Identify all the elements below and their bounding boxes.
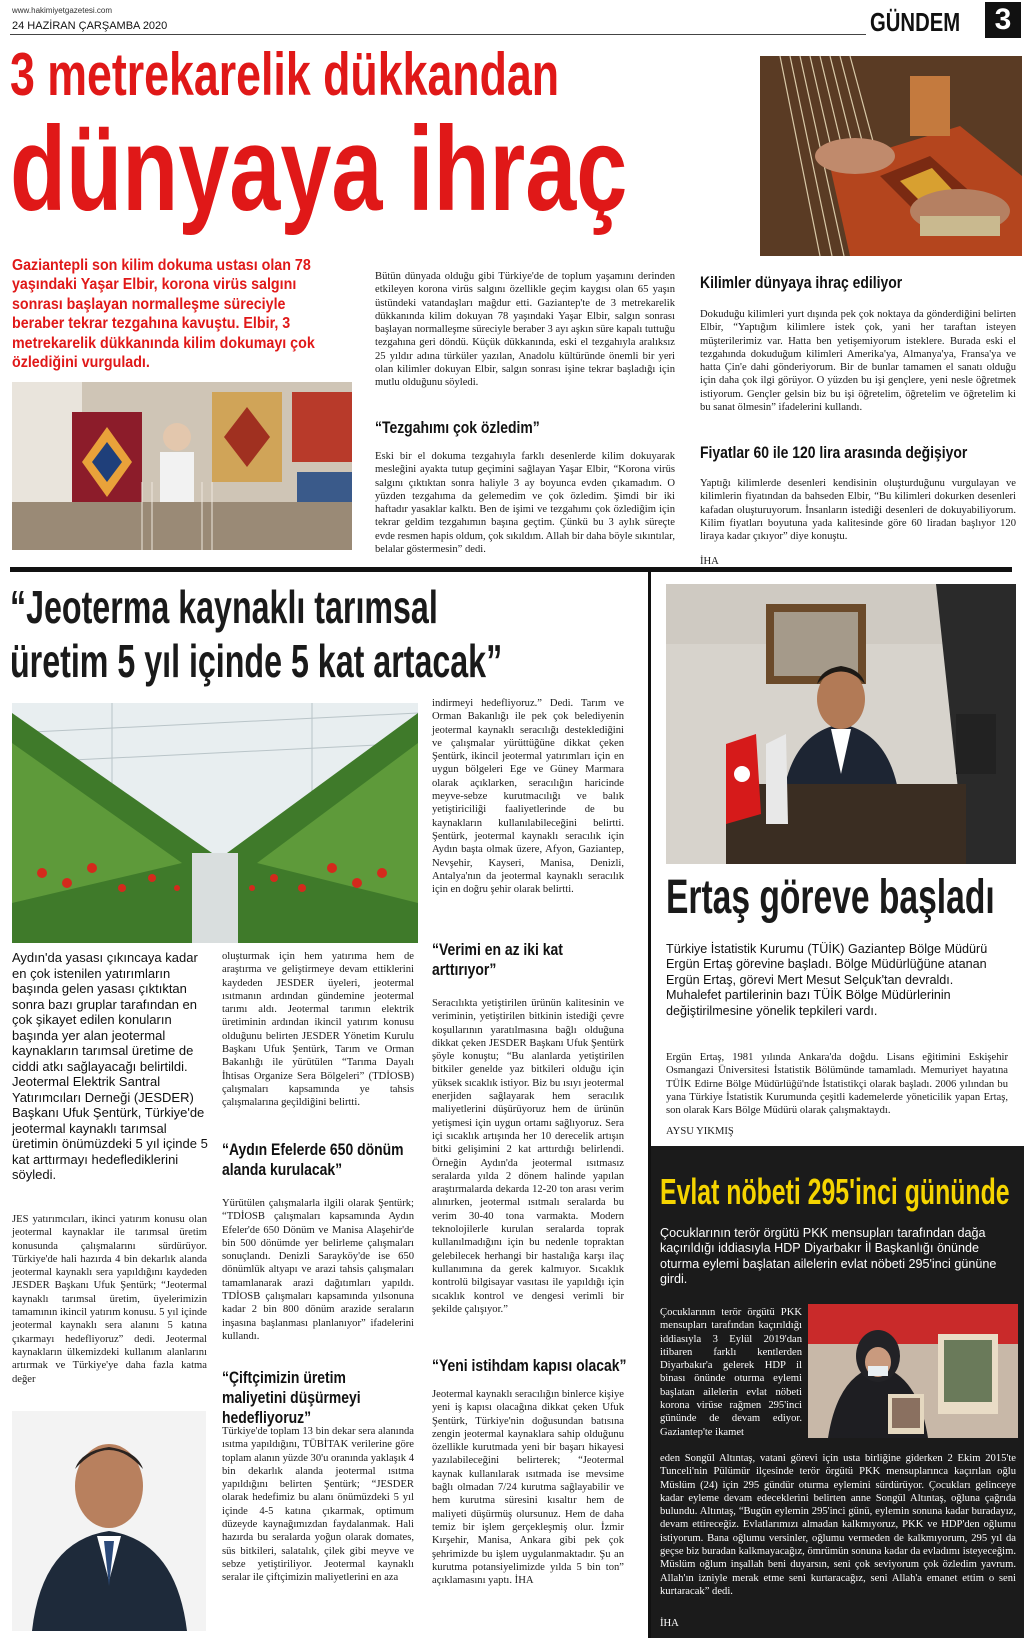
- article2-body-col2c: Türkiye'de toplam 13 bin dekar sera alanında ısıtma yapıldığını, TÜBİTAK verilerine göre toplam alanın yüzde 30'u oranında yaklaşık 4 bin dekarlık alanda jeotermal ısıtma yapıldığını belirten Şentürk; “JESDER olarak hedefimiz bu alanı önümüzdeki 5 yıl içinde 4-5 katına çıkarmak, optimum düzeyde kaynağımızdan faydalanmak. Hali hazırda bu seralarda yoğun olarak domates, süs bitkileri, salatalık, çilek gibi meyve ve sebze yetiştiriliyor. Jeotermal kaynaklı seralar ile çiftçimizin maliyetlerini en aza: [222, 1426, 414, 1584]
- greenhouse-photo: [12, 703, 418, 943]
- article2-body-col3b: Seracılıkta yetiştirilen ürünün kalitesinin ve veriminin, yetiştirilen bitkinin istediği çevre koşullarının yaratılmasına bağlı olduğuna dikkat çeken JESDER Başkanı Ufuk Şentürk şöyle konuştu; “Bu alanlarda yetiştirilen bitkiler genelde yaz bitkileri olduğu için yüksek sıcaklık istiyor. Biz bu ısıyı jeotermal enerjiden sağlayarak hem seracılık maliyetlerini düşürüyoruz hem de ürünün yetişmesi için uygun ortamı sağlıyoruz. Sera içi sıcaklık artışında her 10 derecelik artışın bitki gelişimini 2 kat arttırdığı belirlendi. Örneğin Aydın'da jeotermal ısıtmasız seralarda yılda 2 dönem halinde yapılan araştırmalarda dekarda 12-20 ton arası verim alınırken, jeotermal ısıtmalı seralarda bu verim 30-40 tona varmakta. Modern teknolojilerle kurulan seralarda toprak kullanılmadığını için bu nedenle topraktan gelebilecek herhangi bir hastalığa karşı ilaç kullanımına da gerek kalmıyor. Sıcaklık kontrolü bilgisayar vasıtası ile yapıldığı için sıcaklık kontrol ve dengesi verimli bir şekilde çalışıyor.”: [432, 998, 624, 1315]
- article1-body-col2: Dokuduğu kilimleri yurt dışında pek çok noktaya da gönderdiğini belirten Elbir, “Yaptığım kilimlere istek çok, yani her taraftan isteyen müşterilerimiz var. Hatta ben yetişemiyorum isteklere. Burada eski el tezgahında dokuduğum kilimleri Amerika'ya, Almanya'ya, Fransa'ya ve hatta Çin'e dahi gönderiyorum. Bir de bunlar tamamen el sanatı olduğu için daha çok ilgi görüyor. O yüzden bu işi gençlere, yeni nesle öğretmek istiyorum. Gençler gelsin biz bu işi öğretelim, öğretelim ve öğretelim ki bu sanat ölmesin” ifadelerini kullandı.: [700, 309, 1016, 414]
- section-separator: [10, 567, 1012, 572]
- article2-subhead-verimi-text: “Verimi en az iki kat arttırıyor”: [432, 940, 563, 979]
- article1-lead: Gaziantepli son kilim dokuma ustası olan 78 yaşındaki Yaşar Elbir, korona virüs salgını sonrası başlayan normalleşme süreciyle beraber tekrar tezgahına kavuştu. Elbir, 3 metrekarelik dükkanında kilim dokumayı çok özlediğini vurguladı.: [12, 257, 315, 372]
- article2-subhead-ciftci-text: “Çiftçimizin üretim maliyetini düşürmeyi hedefliyoruz”: [222, 1368, 361, 1427]
- article1-headline-line1: 3 metrekarelik dükkandan: [10, 41, 560, 108]
- page-number: 3: [994, 3, 1012, 36]
- office-portrait-illustration: [666, 584, 1016, 864]
- article2-subhead-aydin: [222, 1140, 411, 1180]
- kilim-weaver-photo: [12, 382, 352, 550]
- article4-body1: Çocuklarının terör örgütü PKK mensupları tarafından kaçırıldığı iddiasıyla 3 Eylül 2019'dan itibaren farklı kentlerden Diyarbakır'a gelerek HDP il binası önünde oturma eylemi başlatan ailelerin evlat nöbeti korona virüse rağmen 295'inci gününde de devam ediyor. Gaziantep'te ikamet: [660, 1307, 802, 1438]
- article2-subhead-verimi: [432, 940, 588, 980]
- section-label: GÜNDEM: [870, 7, 961, 37]
- article4-body2: eden Songül Altıntaş, vatani görevi için usta birliğine giderken 2 Ekim 2015'te Tunceli'nin Pülümür ilçesinde terör örgütü PKK mensuplarınca kaçırılan oğlu Müslüm (24) için 295 gündür oturma eylemini sürdürüyor. Çocukları gelinceye kadar eyleme devam edeceklerini belirten anne Songül Altıntaş, oğluna çağrıda bulundu. Altıntaş, “Bugün eylemin 295'inci günü, eylemin sonuna kadar buradayız, devam ettireceğiz. Evlatlarımızı almadan kalkmıyoruz, PKK ve HDP'den oğlumu istiyorum. Bana oğlumu versinler, oğlumu vermeden de kalkmıyorum, 295 yıl da geçse biz buradan kalkmayacağız, ömrümün sonuna kadar da evladımı isteyeceğim. Müslüm oğlum inşallah beni duyarsın, seni çok seviyorum çok özledim yavrum. Allah'ın izniyle merak etme seni kurtaracağız, seni Allah'a emanet ettim o seni kurtaracak” dedi.: [660, 1453, 1016, 1597]
- mother-protest-photo: [808, 1304, 1018, 1438]
- kilim-shop-illustration: [12, 382, 352, 550]
- article3-credit: AYSU YIKMIŞ: [666, 1126, 734, 1137]
- article1-headline-line2: dünyaya ihraç: [10, 102, 628, 236]
- issue-date: 24 HAZİRAN ÇARŞAMBA 2020: [12, 20, 168, 32]
- article4-credit: İHA: [660, 1618, 679, 1629]
- ergun-ertas-office-photo: [666, 584, 1016, 864]
- article1-body-col1: Bütün dünyada olduğu gibi Türkiye'de de toplum yaşamını derinden etkileyen korona virüs salgını özellikle geçim kaygısı olan 65 yaşın üstündeki vatandaşları mağdur etti. Gaziantep'te de 3 metrekarelik dükkanında kilim dokuyan 78 yaşındaki Yaşar Elbir, salgın sonrası başlayan normalleşme süreciyle beraber 3 ayı aşkın süre kapalı tuttuğu tezgahına geri döndü. Küçük dükkanında, eski el tezgahıyla aralıksız 25 yıldır adına türküler yazılan, Anadolu kültüründe önemli bir yeri olan kilimler dokuyan Elbir, salgın sonrası işine tekrar başladığı için mutlu olduğunu söyledi.: [375, 271, 675, 389]
- article4-headline: Evlat nöbeti 295'inci gününde: [660, 1171, 1010, 1212]
- article1-subhead-fiyatlar: Fiyatlar 60 ile 120 lira arasında değişiyor: [700, 443, 968, 462]
- article2-body-col1: JES yatırımcıları, ikinci yatırım konusu olan jeotermal kaynaklar ile tarımsal üretim konusunda çalışmalarını sürdürüyor. Türkiye'de hali hazırda 4 bin dekarlık alanda jeotermal kaynaklı sera yapıldığını kaydeden JESDER Başkanı Ufuk Şentürk; “Jeotermal kaynaklı tarımsal üretim, üyelerimizin tamamının ikincil yatırım konusu. 5 yıl içinde jeotermal kaynaklı sera alanını 5 katına çıkarmayı hedefliyoruz” dedi. Jeotermal kaynakların ülkemizdeki kullanım alanlarını artırmak ve Türkiye'ye daha fazla katma değer: [12, 1214, 207, 1385]
- article3-headline: Ertaş göreve başladı: [666, 871, 995, 924]
- page-number-box: [985, 2, 1021, 38]
- article1-body-col2b: Yaptığı kilimlerde desenleri kendisinin oluşturduğunu vurgulayan ve kilimlerin fiyatından da bahseden Elbir, “Bu kilimleri dokurken desenleri kafadan oluşturuyorum. İnsanların istediği desenleri de dokuyabiliyorum. Kilim fiyatları boyutuna yada kalitesinde göre 60 liradan başlıyor 120 liraya kadar çıkıyor” diye konuştu.: [700, 478, 1016, 543]
- weaving-hands-photo: [760, 56, 1022, 256]
- article2-body-col3c: Jeotermal kaynaklı seracılığın binlerce kişiye yeni iş kapısı olacağına dikkat çeken Ufuk Şentürk, Türkiye'nin doğusundan batısına zengin jeotermal kaynaklara sahip olduğunu özellikle kurutmada yeni bir başarı hikayesi yazılabileceğini belirterek; “Jeotermal kaynak kullanılarak ısıtmada ise mevsime bağlı olmadan 7/24 kurutma sağlayabilir ve hem kurutma süresini kısaltır hem de maliyeti düşürmüş olursunuz. Hem de daha temiz bir işlem gerçekleşmiş olur. İzmir Kırşehir, Manisa, Ankara gibi pek çok şehrimizde bu işlem uygulanmaktadır. Şu an kurutma potansiyelimizde yılda 5 bin ton” açıklamasını yaptı. İHA: [432, 1389, 624, 1587]
- greenhouse-tomato-illustration: [12, 703, 418, 943]
- article1-body-col1b: Eski bir el dokuma tezgahıyla farklı desenlerde kilim dokuyarak mesleğini ayakta tutup geçimini sağlayan Yaşar Elbir, “Korona virüs salgını çıktıktan sonra haliyle 3 ay boyunca evden çıkamadım. O yüzden tezgahıma da gelemedim ve çok özledim. Şimdi bir iki haftadır yasaklar kalktı. Ben de işimi ve tezgahımı çok özlediğim için tekrar geldim tezgahımın başına geçtim. Çünkü bu 3 aylık süreçte evde resmen hapis oldum, çok sıkıldım. Allah bir daha böyle sıkıntılar, belalar göstermesin” dedi.: [375, 451, 675, 556]
- article2-body-col2b: Yürütülen çalışmalarla ilgili olarak Şentürk; “TDİOSB çalışmaları kapsamında Aydın Efeler'de 650 Dönüm ve Manisa Alaşehir'de bin 500 dönümde yer belirleme çalışmaları sonuçlandı. Denizli Sarayköy'de ise 650 dönümlük altyapı ve arazi tahsis çalışmaları tamamlanarak arazi dağıtımları yapıldı. TDİOSB çalışmaları kapsamında yılsonuna kadar 2 bin 800 dönüm arazide seraların inşasına başlanması planlanıyor” ifadelerini kullandı.: [222, 1198, 414, 1342]
- article2-headline-line1: “Jeoterma kaynaklı tarımsal: [10, 581, 438, 633]
- article2-subhead-istihdam: “Yeni istihdam kapısı olacak”: [432, 1356, 627, 1375]
- article3-body: Ergün Ertaş, 1981 yılında Ankara'da doğdu. Lisans eğitimini Eskişehir Osmangazi Üniversitesi İstatistik Bölümünde tamamladı. Memuriyet hayatına TÜİK Edirne Bölge Müdürlüğü'nde İstatistikçi olarak başladı. 2006 yılından bu yana Türkiye İstatistik Kurumunda çeşitli kademelerde yöneticilik yapan Ertaş, son olarak Kars Bölge Müdürü olarak çalışmaktaydı.: [666, 1052, 1008, 1117]
- article1-subhead-tezgahimi: “Tezgahımı çok özledim”: [375, 418, 540, 437]
- article2-body-col3: indirmeyi hedefliyoruz.” Dedi. Tarım ve Orman Bakanlığı ile pek çok belediyenin jeotermal kaynaklı seracılığı desteklediğini ve çalışmalar yürüttüğüne dikkat çeken Şentürk, ikincil jeotermal yatırımları için en uygun bölgeleri Ege ve Güney Marmara olarak açıklarken, seracılığın haricinde meyve-sebze kurutmacılığı ve balık yetiştiriciliği faaliyetlerinde de bu kaynakların kullanılabileceğini belirtti. Şentürk, jeotermal kaynaklı seracılık için Aydın başta olmak üzere, Afyon, Gaziantep, Nevşehir, Kayseri, Manisa, Denizli, Antalya'nın da jeotermal kaynaklı seracılık için en doğru şehir olarak belirtti.: [432, 698, 624, 896]
- man-portrait-illustration: [12, 1411, 206, 1631]
- article2-headline-line2: üretim 5 yıl içinde 5 kat artacak”: [10, 635, 503, 687]
- article2-body-col2: oluşturmak için hem yatırıma hem de araştırma ve geliştirmeye devam ettiklerini kaydeden JESDER üyeleri, jeotermal ısıtmanın ardından gündemine jeotermal tarımı aldı. Jeotermal tarımın elektrik üretiminin ardından ikincil yatırım konusu olduğunu belirten JESDER Yönetim Kurulu Başkanı Ufuk Şentürk, Tarım ve Orman Bakanlığı ile yürütülen “Tarıma Dayalı İhtisas Organize Sera Bölgeleri” (TDİOSB) çalışmaları kapsamında ye tahsis çalışmalarına geçildiğini belirtti.: [222, 951, 414, 1109]
- article2-subhead-ciftci: [222, 1368, 412, 1428]
- article1-credit: İHA: [700, 556, 719, 567]
- weaving-hands-illustration: [760, 56, 1022, 256]
- article1-subhead-kilimler: Kilimler dünyaya ihraç ediliyor: [700, 273, 903, 292]
- masthead-rule: [10, 34, 866, 35]
- mother-with-photo-illustration: [808, 1304, 1018, 1438]
- article4-lead: Çocuklarının terör örgütü PKK mensupları tarafından dağa kaçırıldığı iddiasıyla HDP Diyarbakır İl Başkanlığı önünde oturma eylemi başlatan ailelerin evlat nöbeti 295'inci gününe girdi.: [660, 1226, 997, 1287]
- article3-lead: Türkiye İstatistik Kurumu (TÜİK) Gaziantep Bölge Müdürü Ergün Ertaş görevine başladı. Bölge Müdürlüğüne atanan Ergün Ertaş, görevi Mert Mesut Selçuk'tan devraldı. Muhalefet partilerinin bazı TÜİK Bölge Müdürlerinin değiştirilmesine yönelik tepkileri vardı.: [666, 942, 988, 1018]
- ufuk-senturk-portrait: [12, 1411, 206, 1631]
- article2-lead: Aydın'da yasası çıkıncaya kadar en çok istenilen yatırımların başında gelen yasası çıktıktan sonra bazı gruplar tarafından en çok şikayet edilen konuların başında yer alan jeotermal kaynakların tarımsal üretime de ciddi atkı sağlayacağı belirtildi. Jeotermal Elektrik Santral Yatırımcıları Derneği (JESDER) Başkanı Ufuk Şentürk, Türkiye'de jeotermal kaynaklı tarımsal üretimin önümüzdeki 5 yıl içinde 5 kat arttırmayı hedeflediklerini söyledi.: [12, 950, 208, 1182]
- article2-subhead-aydin-text: “Aydın Efelerde 650 dönüm alanda kurulacak”: [222, 1140, 404, 1179]
- website-url: www.hakimiyetgazetesi.com: [12, 6, 113, 15]
